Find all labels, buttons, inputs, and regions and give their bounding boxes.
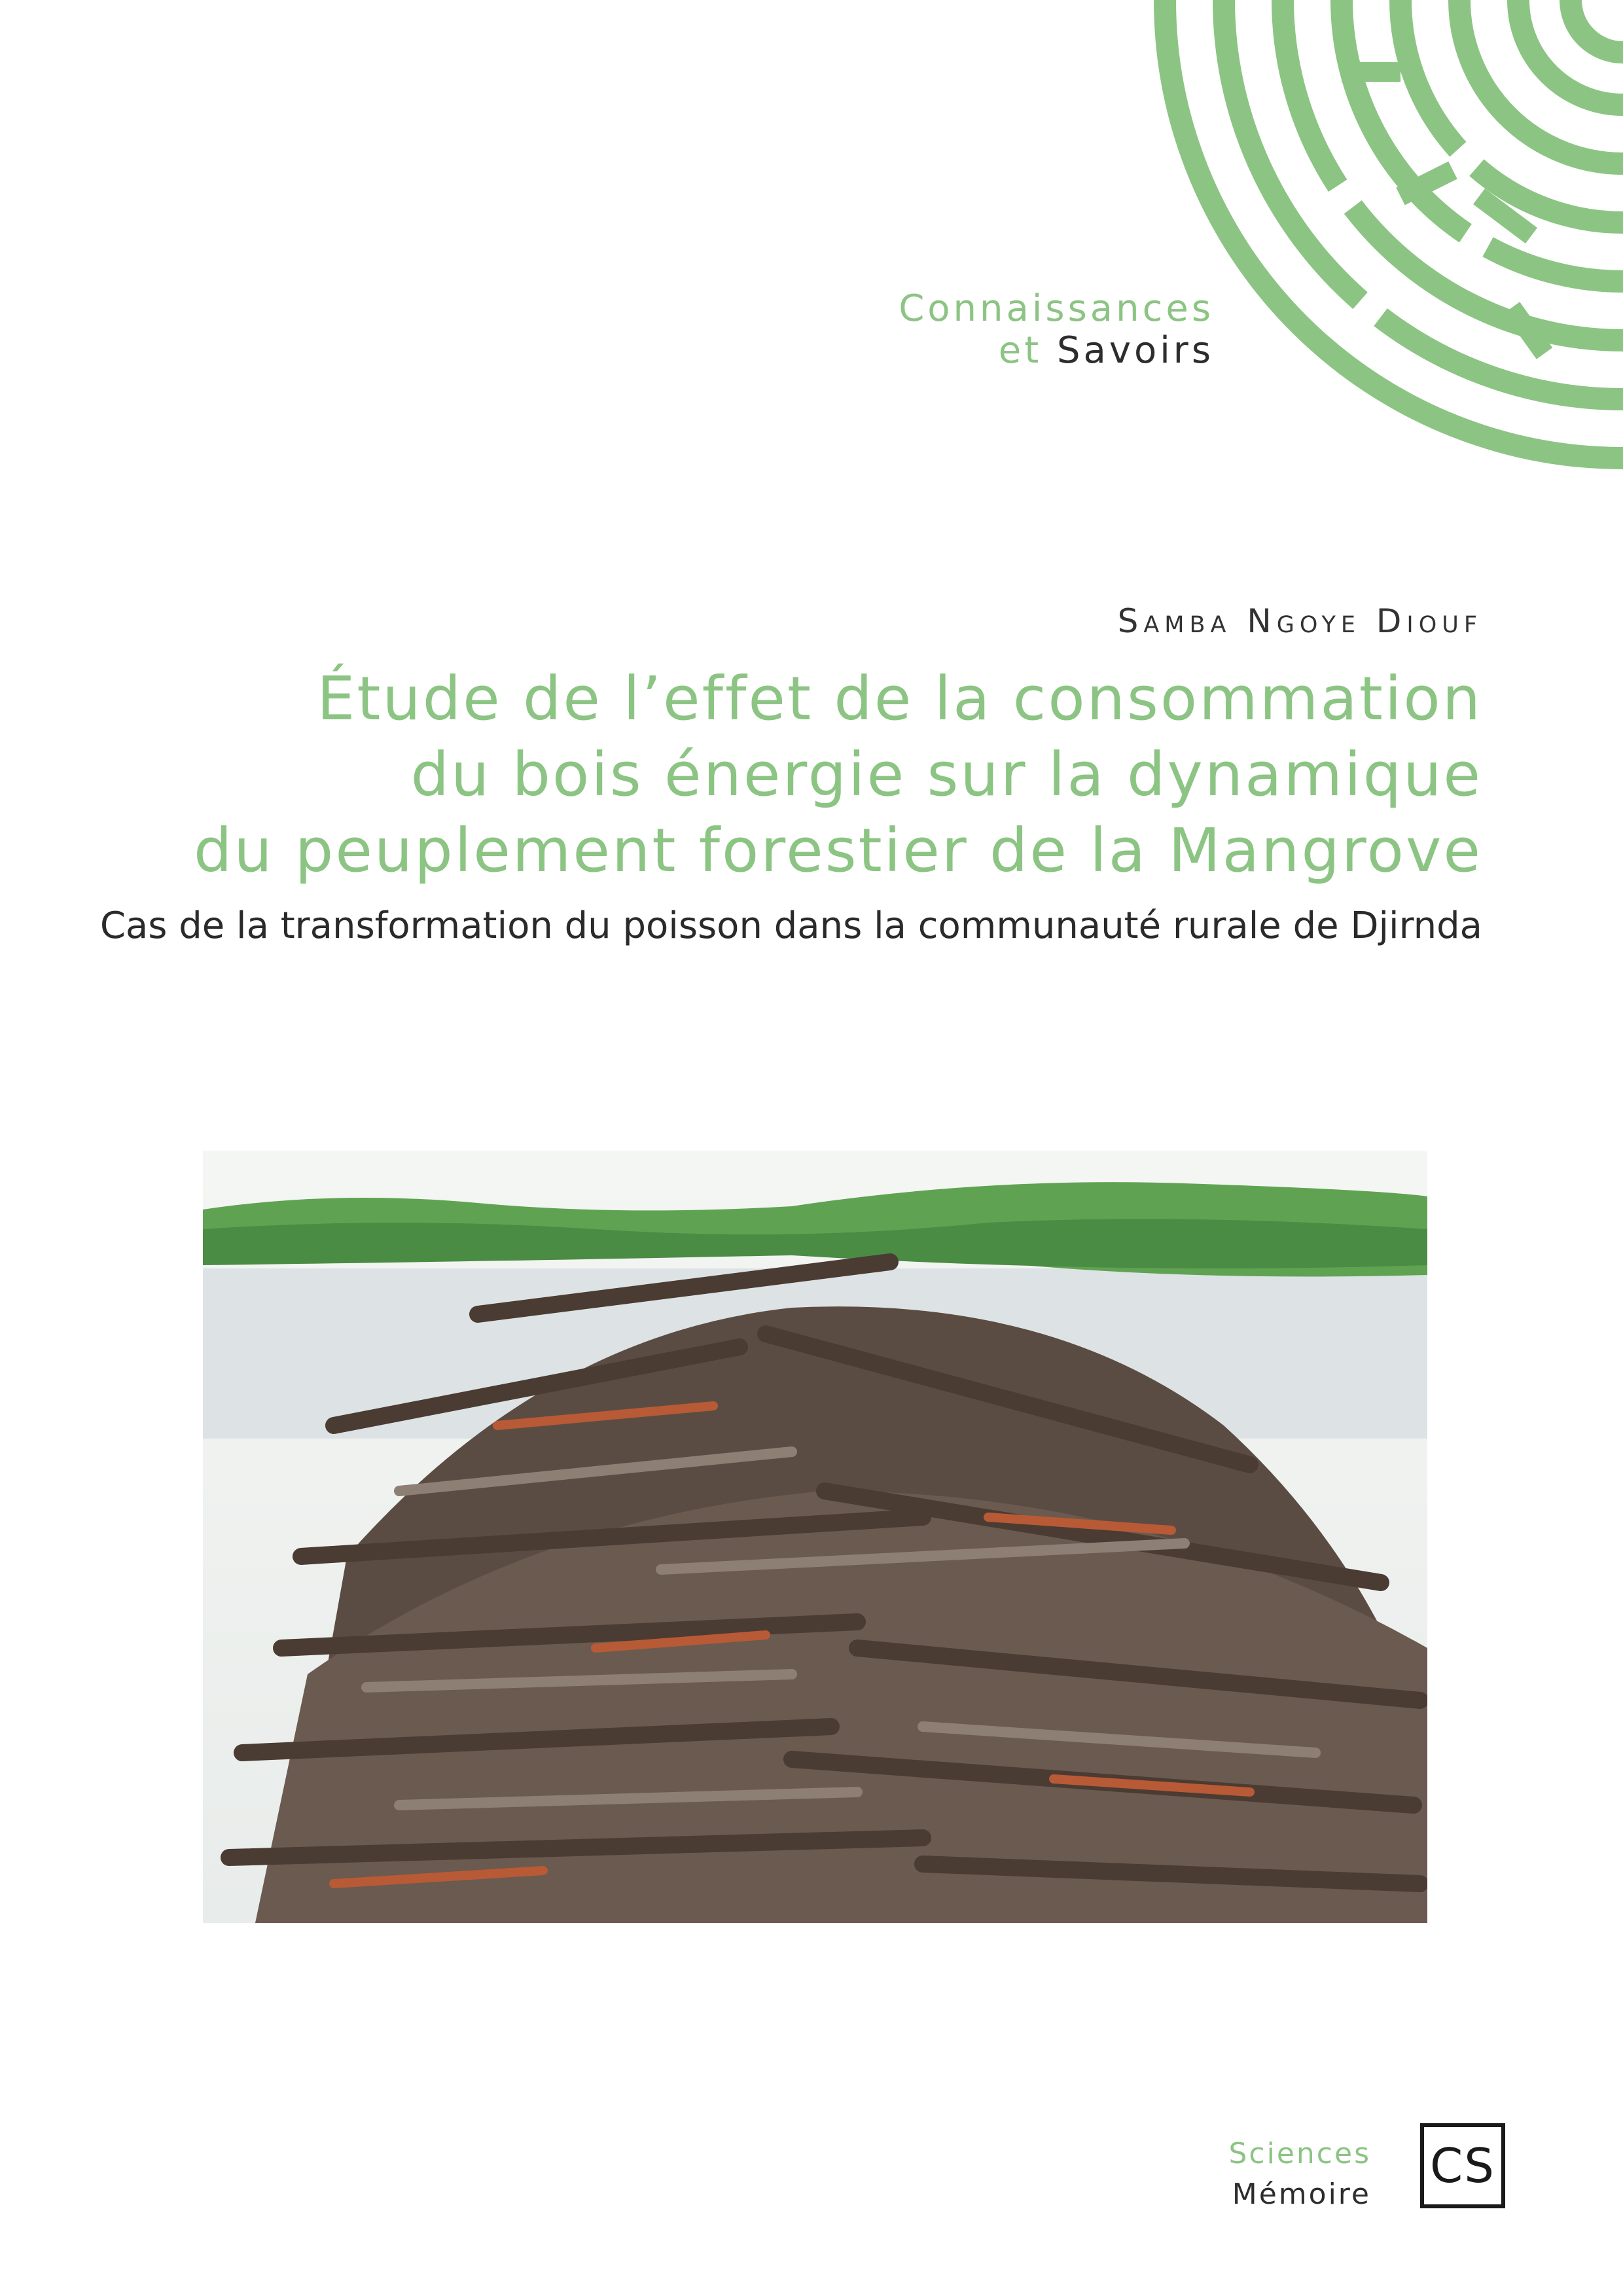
collection-badge: CS xyxy=(1420,2123,1505,2208)
collection-label xyxy=(1229,2134,1372,2215)
title-line-3: du peuplement forestier de la Mangrove xyxy=(193,816,1482,886)
book-title xyxy=(108,661,1482,889)
title-line-1: Étude de l’effet de la consommation xyxy=(317,664,1482,734)
publisher-line-2 xyxy=(899,330,1214,372)
maze-rings-logo xyxy=(1113,0,1623,497)
author-name: Samba Ngoye Diouf xyxy=(1117,602,1482,640)
book-subtitle: Cas de la transformation du poisson dans la communauté rurale de Djirnda xyxy=(99,905,1482,947)
collection-line-2: Mémoire xyxy=(1232,2178,1371,2211)
title-line-2: du bois énergie sur la dynamique xyxy=(410,740,1482,810)
collection-line-1: Sciences xyxy=(1228,2137,1371,2170)
publisher-line-1: Connaissances xyxy=(899,287,1214,330)
publisher-logo-text xyxy=(899,288,1214,372)
cover-photo xyxy=(203,1151,1427,1923)
publisher-line-2-et: et xyxy=(998,329,1043,372)
publisher-line-2-savoirs: Savoirs xyxy=(1056,329,1214,372)
